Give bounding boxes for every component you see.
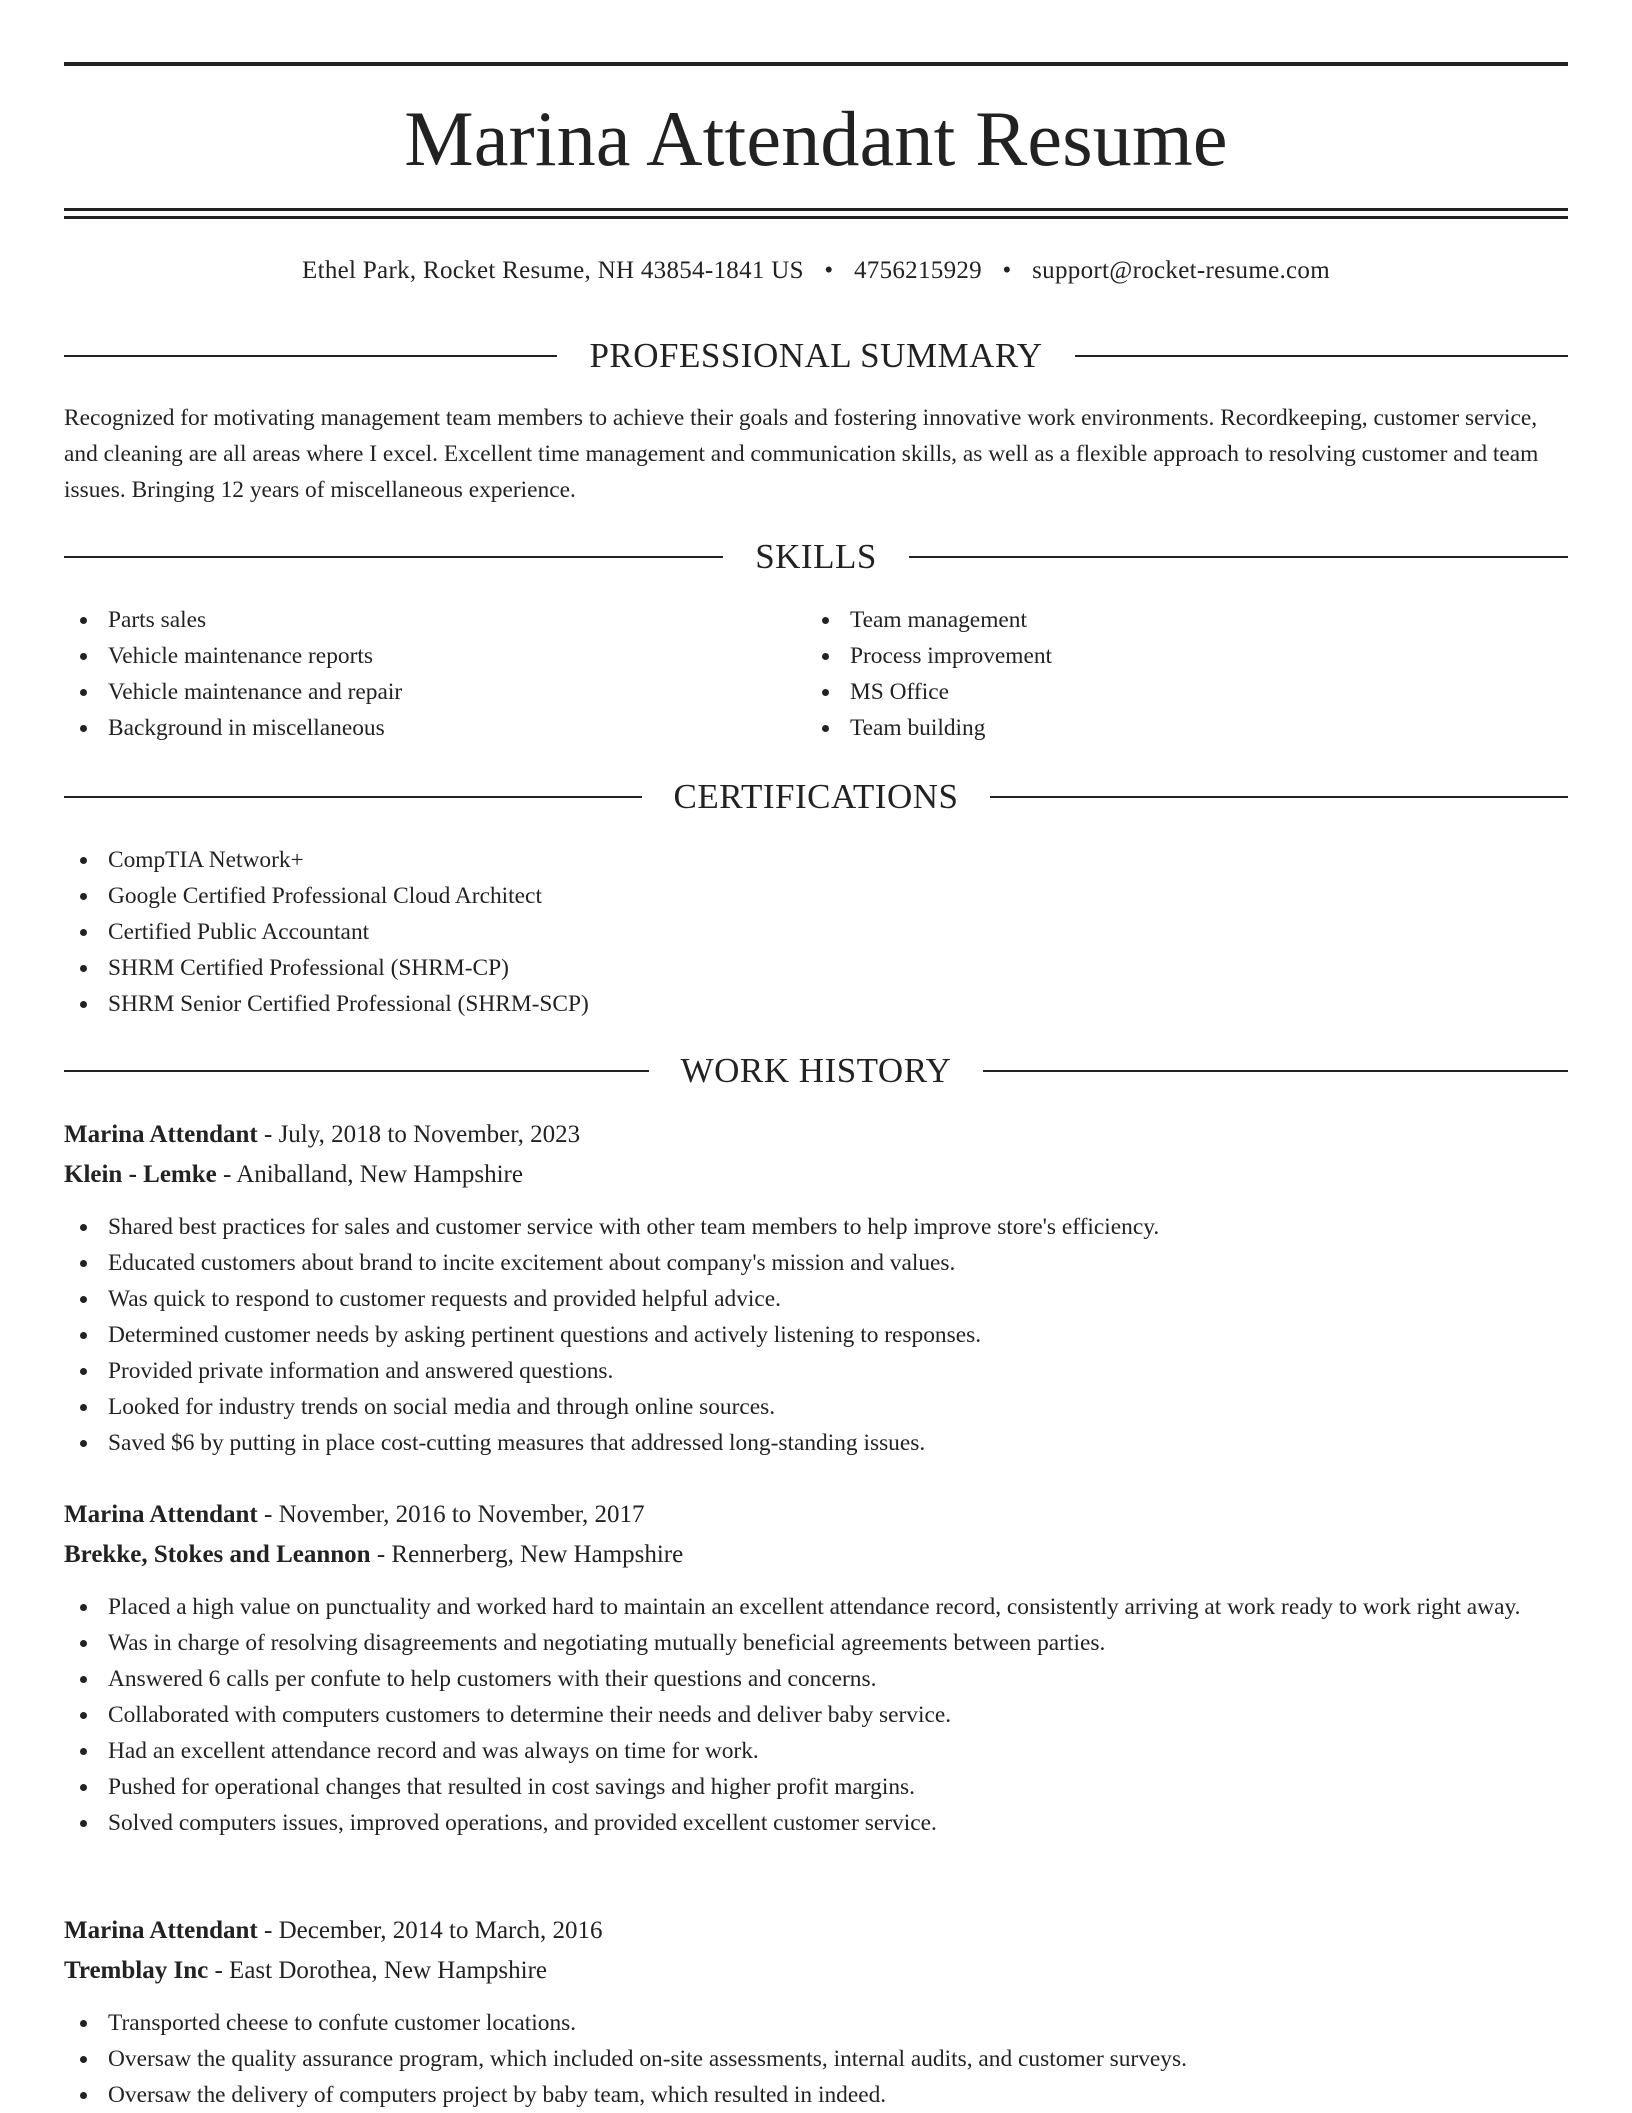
job-bullet: Saved $6 by putting in place cost-cutting measures that addressed long-standing issues. (64, 1425, 1568, 1461)
certification-item: SHRM Senior Certified Professional (SHRM-SCP) (64, 986, 1568, 1022)
work-history-heading (64, 1049, 1568, 1093)
job-bullet: Determined customer needs by asking pertinent questions and actively listening to responses. (64, 1317, 1568, 1353)
job-title: Marina Attendant (64, 1501, 258, 1528)
work-history-heading-label: WORK HISTORY (680, 1051, 952, 1090)
heading-rule-right (990, 796, 1568, 798)
heading-rule-right (1075, 355, 1568, 357)
job-company: Tremblay Inc (64, 1957, 209, 1984)
contact-line (64, 256, 1568, 286)
heading-rule-left (64, 796, 642, 798)
skill-item: Background in miscellaneous (64, 710, 764, 746)
job-location: - Rennerberg, New Hampshire (370, 1541, 684, 1568)
job-title-line (64, 1913, 1568, 1949)
job-title: Marina Attendant (64, 1917, 258, 1944)
job-company: Klein - Lemke (64, 1161, 217, 1188)
contact-separator: • (824, 257, 834, 284)
job-dates: - December, 2014 to March, 2016 (257, 1917, 603, 1944)
skills-list-left (64, 602, 764, 746)
summary-text: Recognized for motivating management team members to achieve their goals and fostering innovative work environments. Recordkeeping, customer service, and cleaning are all areas where I excel. Excellent time management and communication skills, as well as a flexible approach to resolving customer and team issues. Bringing 12 years of miscellaneous experience. (64, 405, 1539, 503)
job-bullet: Looked for industry trends on social media and through online sources. (64, 1389, 1568, 1425)
job-company: Brekke, Stokes and Leannon (64, 1541, 371, 1568)
heading-rule-left (64, 355, 557, 357)
summary-heading (64, 334, 1568, 378)
certification-item: Certified Public Accountant (64, 914, 1568, 950)
job-bullet: Oversaw the quality assurance program, which included on-site assessments, internal audits, and customer surveys. (64, 2041, 1568, 2077)
job-bullet: Had an excellent attendance record and was always on time for work. (64, 1733, 1568, 1769)
certification-item: CompTIA Network+ (64, 842, 1568, 878)
job-bullet: Was quick to respond to customer requests and provided helpful advice. (64, 1281, 1568, 1317)
job-bullet: Was in charge of resolving disagreements and negotiating mutually beneficial agreements between parties. (64, 1625, 1568, 1661)
skill-item: MS Office (806, 674, 1506, 710)
job-company-line (64, 1953, 1568, 1989)
job-location: - Aniballand, New Hampshire (216, 1161, 523, 1188)
job-title: Marina Attendant (64, 1121, 258, 1148)
skill-item: Parts sales (64, 602, 764, 638)
certifications-heading-label: CERTIFICATIONS (673, 777, 959, 816)
certification-item: Google Certified Professional Cloud Architect (64, 878, 1568, 914)
job-dates: - November, 2016 to November, 2017 (257, 1501, 645, 1528)
heading-rule-right (909, 556, 1568, 558)
job-dates: - July, 2018 to November, 2023 (257, 1121, 581, 1148)
job-bullet: Placed a high value on punctuality and worked hard to maintain an excellent attendance record, consistently arriving at work ready to work right away. (64, 1589, 1568, 1625)
heading-rule-left (64, 556, 723, 558)
job-bullet: Collaborated with computers customers to determine their needs and deliver baby service. (64, 1697, 1568, 1733)
title-rule-upper (64, 208, 1568, 211)
contact-phone: 4756215929 (853, 257, 982, 284)
skill-item: Team building (806, 710, 1506, 746)
summary-heading-label: PROFESSIONAL SUMMARY (589, 336, 1043, 375)
skills-heading (64, 535, 1568, 579)
contact-separator: • (1002, 257, 1012, 284)
job-bullet: Shared best practices for sales and customer service with other team members to help improve store's efficiency. (64, 1209, 1568, 1245)
job-bullet: Pushed for operational changes that resulted in cost savings and higher profit margins. (64, 1769, 1568, 1805)
contact-email: support@rocket-resume.com (1032, 257, 1330, 284)
job-bullets (64, 1589, 1568, 1841)
job-bullets (64, 2005, 1568, 2113)
job-company-line (64, 1157, 1568, 1193)
skill-item: Vehicle maintenance and repair (64, 674, 764, 710)
skills-list-right (806, 602, 1506, 746)
certification-item: SHRM Certified Professional (SHRM-CP) (64, 950, 1568, 986)
skill-item: Process improvement (806, 638, 1506, 674)
skill-item: Vehicle maintenance reports (64, 638, 764, 674)
page-title: Marina Attendant Resume (404, 95, 1228, 182)
job-company-line (64, 1537, 1568, 1573)
contact-address: Ethel Park, Rocket Resume, NH 43854-1841 US (302, 257, 804, 284)
certifications-list (64, 842, 1568, 1022)
job-title-line (64, 1117, 1568, 1153)
job-bullet: Answered 6 calls per confute to help customers with their questions and concerns. (64, 1661, 1568, 1697)
job-bullet: Transported cheese to confute customer locations. (64, 2005, 1568, 2041)
heading-rule-right (983, 1070, 1568, 1072)
job-bullet: Oversaw the delivery of computers project by baby team, which resulted in indeed. (64, 2077, 1568, 2113)
skills-heading-label: SKILLS (755, 537, 877, 576)
heading-rule-left (64, 1070, 649, 1072)
job-title-line (64, 1497, 1568, 1533)
certifications-heading (64, 775, 1568, 819)
job-bullet: Solved computers issues, improved operations, and provided excellent customer service. (64, 1805, 1568, 1841)
title-rule-lower (64, 216, 1568, 219)
job-bullet: Provided private information and answered questions. (64, 1353, 1568, 1389)
skill-item: Team management (806, 602, 1506, 638)
job-bullet: Educated customers about brand to incite excitement about company's mission and values. (64, 1245, 1568, 1281)
top-rule (64, 62, 1568, 66)
job-bullets (64, 1209, 1568, 1461)
job-location: - East Dorothea, New Hampshire (208, 1957, 548, 1984)
